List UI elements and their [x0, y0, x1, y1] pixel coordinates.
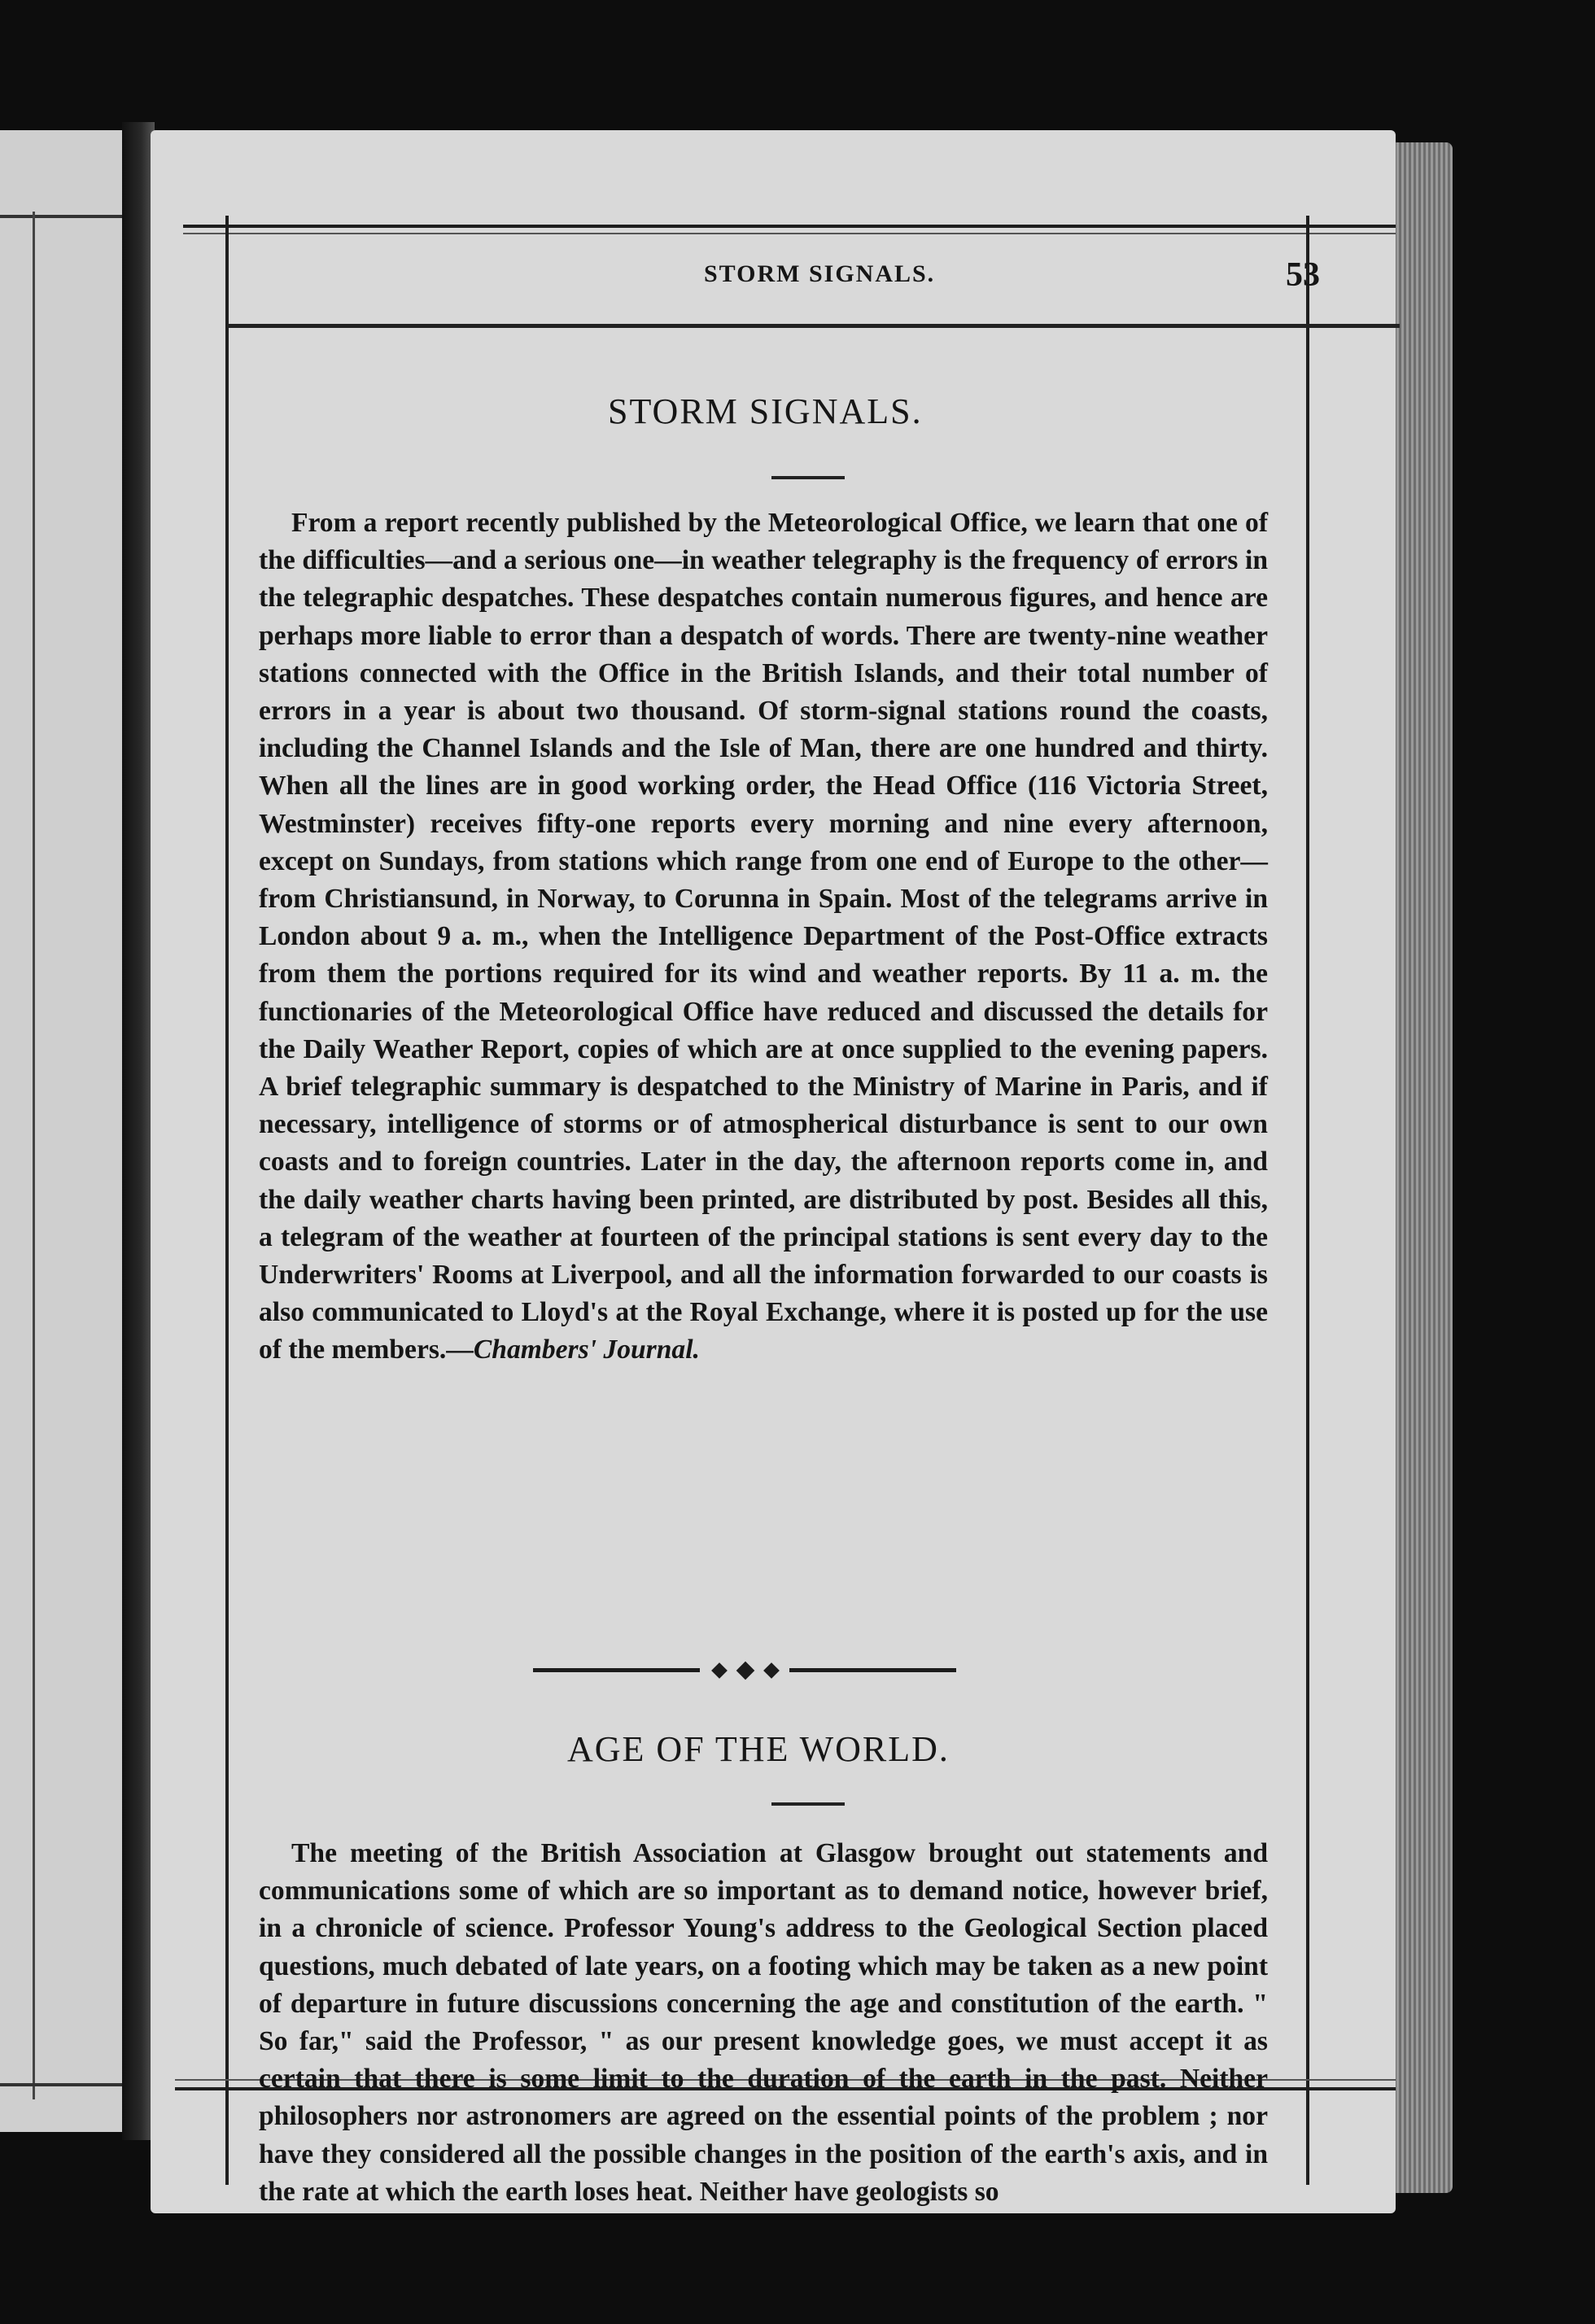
page-stack-edge — [1392, 142, 1453, 2193]
previous-page-bottom-rule — [0, 2083, 122, 2086]
divider-line-left — [533, 1668, 700, 1672]
running-head-title: STORM SIGNALS. — [704, 260, 936, 287]
frame-left-rule — [225, 216, 229, 2185]
article-title-storm-signals: STORM SIGNALS. — [608, 391, 923, 431]
divider-line-right — [789, 1668, 956, 1672]
frame-top-rule — [183, 225, 1396, 228]
book-gutter — [122, 122, 155, 2140]
article-source: Chambers' Journal. — [473, 1335, 700, 1365]
divider-diamond-center — [736, 1662, 755, 1680]
frame-right-rule — [1306, 216, 1309, 2185]
article-storm-signals — [259, 505, 1268, 1370]
previous-page-edge — [0, 130, 122, 2132]
running-head — [199, 256, 1404, 309]
title-underline — [771, 476, 845, 479]
article-body: From a report recently published by the Meteorological Office, we learn that one of the difficulties—and a serious one—in weather telegraphy is the frequency of errors in the telegraphic despatches. These despatches contain numerous figures, and hence are perhaps more liable to error than a despatch of words. There are twenty-nine weather stations connected with the Office in the British Islands, and their total number of errors in a year is about two thousand. Of storm-signal stations round the coasts, including the Channel Islands and the Isle of Man, there are one hundred and thirty. When all the lines are in good working order, the Head Office (116 Victoria Street, Westminster) receives fifty-one reports every morning and nine every afternoon, except on Sundays, from stations which range from one end of Europe to the other—from Christiansund, in Norway, to Corunna in Spain. Most of the telegrams arrive in London about 9 a. m., when the Intelligence Department of the Post-Office extracts from them the portions required for its wind and weather reports. By 11 a. m. the functionaries of the Meteorological Office have reduced and discussed the details for the Daily Weather Report, copies of which are at once supplied to the evening papers. A brief telegraphic summary is despatched to the Ministry of Marine in Paris, and if necessary, intelligence of storms or of atmospherical disturbance is sent to our own coasts and to foreign countries. Later in the day, the afternoon reports come in, and the daily weather charts having been printed, are distributed by post. Besides all this, a telegram of the weather at fourteen of the principal stations is sent every day to the Underwriters' Rooms at Liverpool, and all the information forwarded to our coasts is also communicated to Lloyd's at the Royal Exchange, where it is posted up for the use of the members.— — [259, 508, 1268, 1365]
page-number: 53 — [1286, 256, 1320, 294]
previous-page-top-rule — [0, 215, 122, 218]
article-age-of-world — [259, 1835, 1268, 2211]
article-title-age-of-world: AGE OF THE WORLD. — [567, 1729, 950, 1769]
running-head-rule — [228, 324, 1400, 328]
article-body-2: The meeting of the British Association at Glasgow brought out statements and communications some of which are so important as to demand notice, however brief, in a chronicle of science. Professor Young's address to the Geological Section placed questions, much debated of late years, on a footing which may be taken as a new point of departure in future discussions concerning the age and constitution of the earth. " So far," said the Professor, " as our present knowledge goes, we must accept it as certain that there is some limit to the duration of the earth in the past. Neither philosophers nor astronomers are agreed on the essential points of the problem ; nor have they considered all the possible changes in the position of the earth's axis, and in the rate at which the earth loses heat. Neither have geologists so — [259, 1838, 1268, 2207]
divider-diamond-left — [711, 1662, 728, 1679]
book-page — [151, 130, 1396, 2213]
title-underline-2 — [771, 1802, 845, 1806]
previous-page-frame-line — [33, 212, 35, 2099]
frame-top-rule-inner — [183, 233, 1396, 234]
section-divider-ornament — [533, 1662, 956, 1678]
divider-diamond-right — [763, 1662, 780, 1679]
